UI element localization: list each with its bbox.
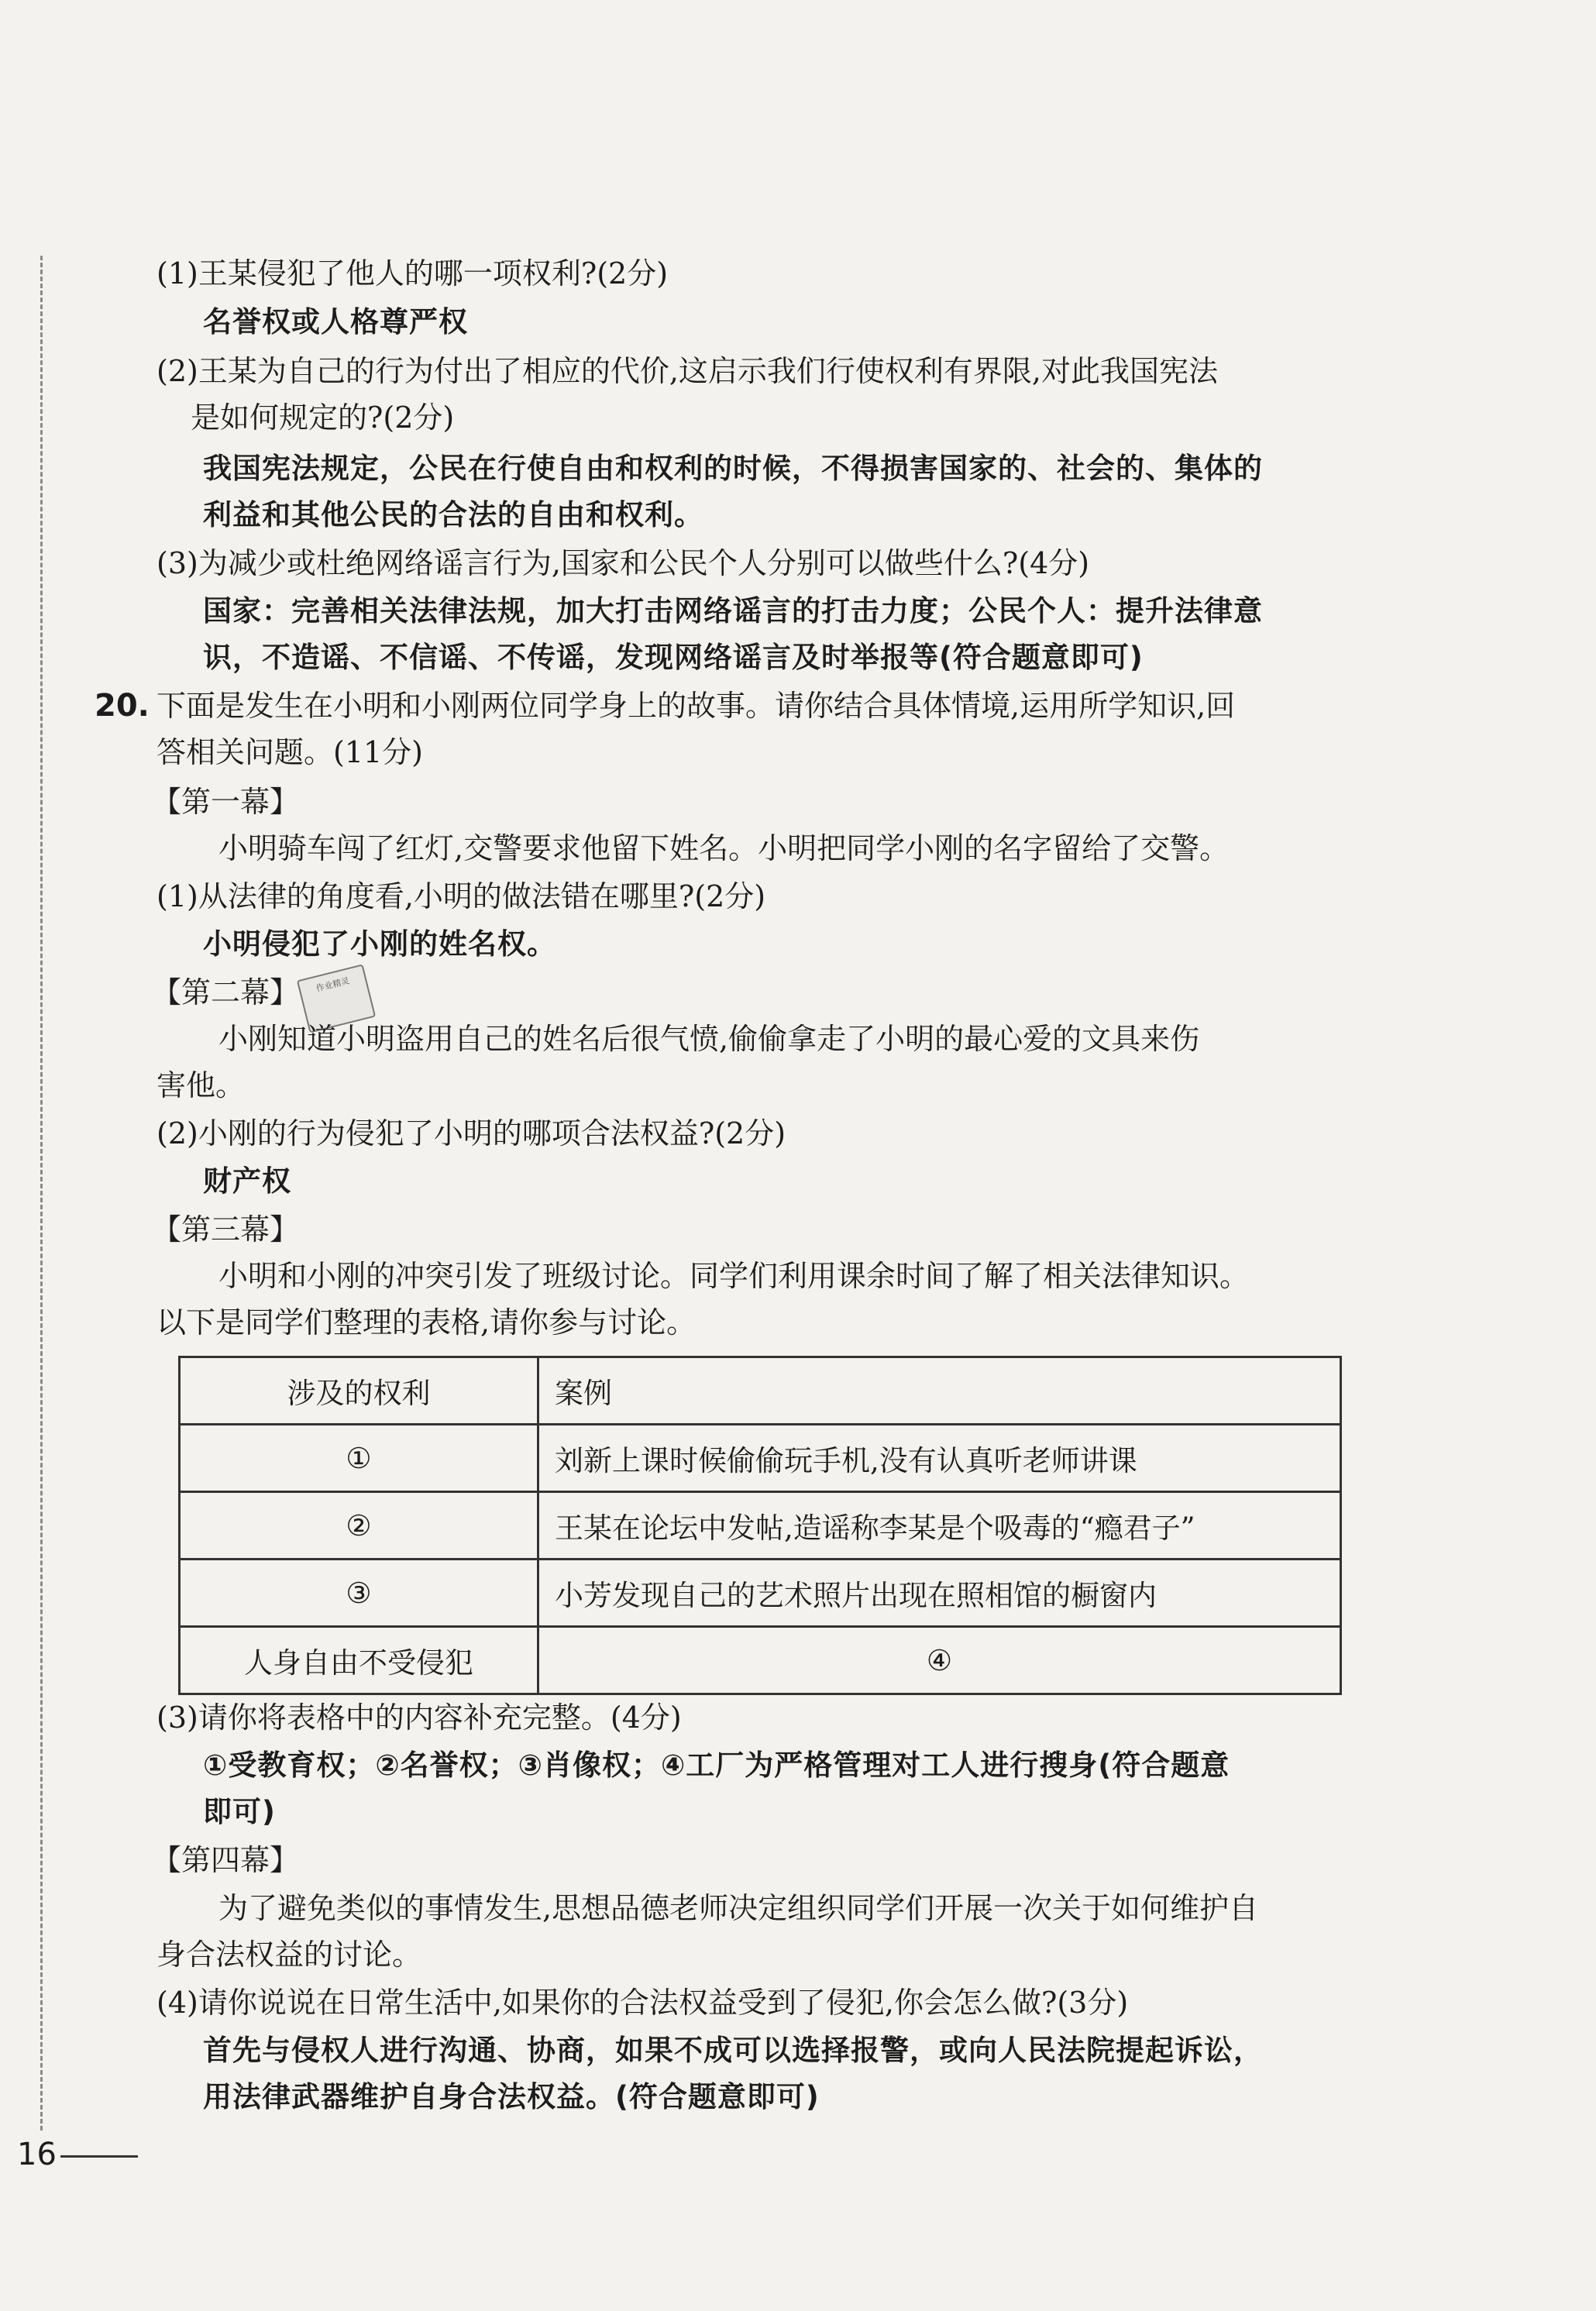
table-cell-case: 王某在论坛中发帖,造谣称李某是个吸毒的“瘾君子” (538, 1492, 1341, 1560)
act2-answer: 财产权 (203, 1164, 291, 1198)
act4-question: (4)请你说说在日常生活中,如果你的合法权益受到了侵犯,你会怎么做?(3分) (157, 1986, 1129, 2020)
q19-sub2-answer-line1: 我国宪法规定，公民在行使自由和权利的时候，不得损害国家的、社会的、集体的 (203, 452, 1263, 485)
act4-answer-line1: 首先与侵权人进行沟通、协商，如果不成可以选择报警，或向人民法院提起诉讼， (203, 2034, 1263, 2067)
act2-title: 【第二幕】 (152, 975, 300, 1009)
table-cell-right: 人身自由不受侵犯 (180, 1627, 538, 1694)
act4-text-line1: 为了避免类似的事情发生,思想品德老师决定组织同学们开展一次关于如何维护自 (218, 1891, 1259, 1925)
act3-text-line1: 小明和小刚的冲突引发了班级讨论。同学们利用课余时间了解了相关法律知识。 (218, 1259, 1250, 1293)
act1-answer: 小明侵犯了小刚的姓名权。 (203, 927, 556, 961)
act4-title: 【第四幕】 (152, 1843, 300, 1877)
watermark-stamp: 作业精灵 (297, 964, 376, 1033)
table-cell-right: ① (180, 1425, 538, 1492)
table-cell-right: ② (180, 1492, 538, 1560)
table-cell-case: 小芳发现自己的艺术照片出现在照相馆的橱窗内 (538, 1560, 1341, 1627)
act3-answer-line1: ①受教育权；②名誉权；③肖像权；④工厂为严格管理对工人进行搜身(符合题意 (203, 1749, 1230, 1782)
q20-stem-line2: 答相关问题。(11分) (157, 735, 424, 769)
table-cell-case: 刘新上课时候偷偷玩手机,没有认真听老师讲课 (538, 1425, 1341, 1492)
q19-sub3-question: (3)为减少或杜绝网络谣言行为,国家和公民个人分别可以做些什么?(4分) (157, 546, 1090, 580)
act3-question: (3)请你将表格中的内容补充完整。(4分) (157, 1701, 682, 1735)
rights-table (178, 1356, 1342, 1695)
q20-number: 20. (95, 688, 150, 724)
act3-title: 【第三幕】 (152, 1212, 300, 1247)
q19-sub1-answer: 名誉权或人格尊严权 (203, 305, 468, 339)
act1-question: (1)从法律的角度看,小明的做法错在哪里?(2分) (157, 879, 766, 913)
table-row (180, 1560, 1341, 1627)
q20-stem-line1: 下面是发生在小明和小刚两位同学身上的故事。请你结合具体情境,运用所学知识,回 (157, 689, 1236, 723)
binding-dashed-line (40, 256, 43, 2130)
q19-sub1-question: (1)王某侵犯了他人的哪一项权利?(2分) (157, 256, 669, 291)
table-header-right: 涉及的权利 (180, 1357, 538, 1425)
act3-answer-line2: 即可) (203, 1795, 276, 1828)
table-cell-right: ③ (180, 1560, 538, 1627)
table-row (180, 1425, 1341, 1492)
act4-answer-line2: 用法律武器维护自身合法权益。(符合题意即可) (203, 2080, 820, 2113)
q19-sub2-answer-line2: 利益和其他公民的合法的自由和权利。 (203, 498, 703, 531)
q19-sub2-question-line1: (2)王某为自己的行为付出了相应的代价,这启示我们行使权利有界限,对此我国宪法 (157, 354, 1218, 388)
q19-sub2-question-line2: 是如何规定的?(2分) (191, 401, 455, 435)
act1-title: 【第一幕】 (152, 785, 300, 819)
act4-text-line2: 身合法权益的讨论。 (157, 1938, 422, 1972)
table-row (180, 1492, 1341, 1560)
page-number-rule (60, 2155, 138, 2158)
table-row (180, 1627, 1341, 1694)
act2-text-line1: 小刚知道小明盗用自己的姓名后很气愤,偷偷拿走了小明的最心爱的文具来伤 (218, 1022, 1200, 1056)
act2-question: (2)小刚的行为侵犯了小明的哪项合法权益?(2分) (157, 1116, 786, 1150)
page-number: 16 (17, 2137, 57, 2172)
act2-text-line2: 害他。 (157, 1068, 246, 1102)
q19-sub3-answer-line1: 国家：完善相关法律法规，加大打击网络谣言的打击力度；公民个人：提升法律意 (203, 594, 1263, 628)
act3-text-line2: 以下是同学们整理的表格,请你参与讨论。 (157, 1305, 697, 1339)
table-header-row (180, 1357, 1341, 1425)
q19-sub3-answer-line2: 识，不造谣、不信谣、不传谣，发现网络谣言及时举报等(符合题意即可) (203, 641, 1144, 674)
table-header-case: 案例 (538, 1357, 1341, 1425)
table-cell-case: ④ (538, 1627, 1341, 1694)
act1-text: 小明骑车闯了红灯,交警要求他留下姓名。小明把同学小刚的名字留给了交警。 (218, 831, 1230, 865)
